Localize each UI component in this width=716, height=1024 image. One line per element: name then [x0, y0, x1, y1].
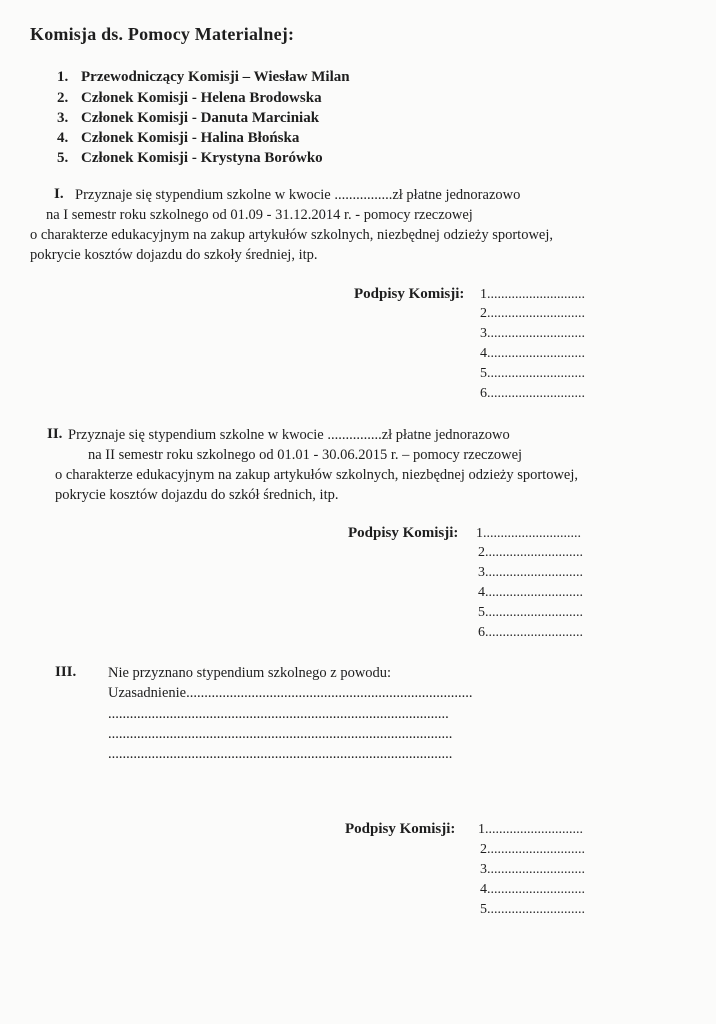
justification-dots: ...............................................................................	[186, 685, 473, 701]
signature-line: 3............................	[478, 565, 583, 580]
signature-label: Podpisy Komisji:	[348, 525, 459, 541]
signature-line: 5............................	[480, 366, 585, 381]
signature-label: Podpisy Komisji:	[354, 286, 465, 302]
justification-dots: ...............................................................................................	[108, 746, 453, 762]
signature-label: Podpisy Komisji:	[345, 821, 456, 837]
signature-line: 6............................	[480, 386, 585, 401]
member-item: Przewodniczący Komisji – Wiesław Milan	[81, 69, 350, 85]
signature-line: 3............................	[480, 862, 585, 877]
section-2-line: na II semestr roku szkolnego od 01.01 - 30.06.2015 r. – pomocy rzeczowej	[88, 447, 523, 463]
signature-line: 2............................	[480, 306, 585, 321]
section-2-number: II.	[47, 426, 63, 442]
signature-line: 4............................	[480, 882, 585, 897]
section-3-heading: Nie przyznano stypendium szkolnego z powodu:	[108, 665, 392, 681]
section-1-number: I.	[54, 186, 64, 202]
signature-line: 4............................	[478, 585, 583, 600]
signature-line: 1............................	[480, 287, 585, 302]
member-item: Członek Komisji - Helena Brodowska	[81, 90, 322, 106]
justification-dots: ...............................................................................................	[108, 726, 453, 742]
justification-dots: ..............................................................................................	[108, 706, 449, 722]
section-2-line: o charakterze edukacyjnym na zakup artykułów szkolnych, niezbędnej odzieży sportowej,	[55, 467, 579, 483]
signature-line: 2............................	[480, 842, 585, 857]
signature-line: 6............................	[478, 625, 583, 640]
signature-line: 5............................	[480, 902, 585, 917]
signature-line: 5............................	[478, 605, 583, 620]
section-3-number: III.	[55, 664, 77, 680]
signature-line: 1............................	[476, 526, 581, 541]
member-number: 1.	[57, 69, 69, 85]
member-item: Członek Komisji - Danuta Marciniak	[81, 110, 320, 126]
member-number: 2.	[57, 90, 69, 106]
signature-line: 1............................	[478, 822, 583, 837]
section-2-line: pokrycie kosztów dojazdu do szkół średnich, itp.	[55, 487, 339, 503]
member-number: 5.	[57, 150, 69, 166]
member-number: 3.	[57, 110, 69, 126]
signature-line: 4............................	[480, 346, 585, 361]
section-2-line: Przyznaje się stypendium szkolne w kwocie ...............zł płatne jednorazowo	[68, 427, 510, 443]
section-1-line: o charakterze edukacyjnym na zakup artykułów szkolnych, niezbędnej odzieży sportowej,	[30, 227, 554, 243]
member-number: 4.	[57, 130, 69, 146]
section-1-line: pokrycie kosztów dojazdu do szkoły średniej, itp.	[30, 247, 318, 263]
document-title: Komisja ds. Pomocy Materialnej:	[30, 24, 295, 44]
section-1-line: Przyznaje się stypendium szkolne w kwocie ................zł płatne jednorazowo	[75, 187, 521, 203]
signature-line: 2............................	[478, 545, 583, 560]
section-1-line: na I semestr roku szkolnego od 01.09 - 31.12.2014 r. - pomocy rzeczowej	[46, 207, 473, 223]
justification-label: Uzasadnienie...............................................................................	[108, 685, 473, 701]
signature-line: 3............................	[480, 326, 585, 341]
member-item: Członek Komisji - Halina Błońska	[81, 130, 300, 146]
member-item: Członek Komisji - Krystyna Borówko	[81, 150, 323, 166]
